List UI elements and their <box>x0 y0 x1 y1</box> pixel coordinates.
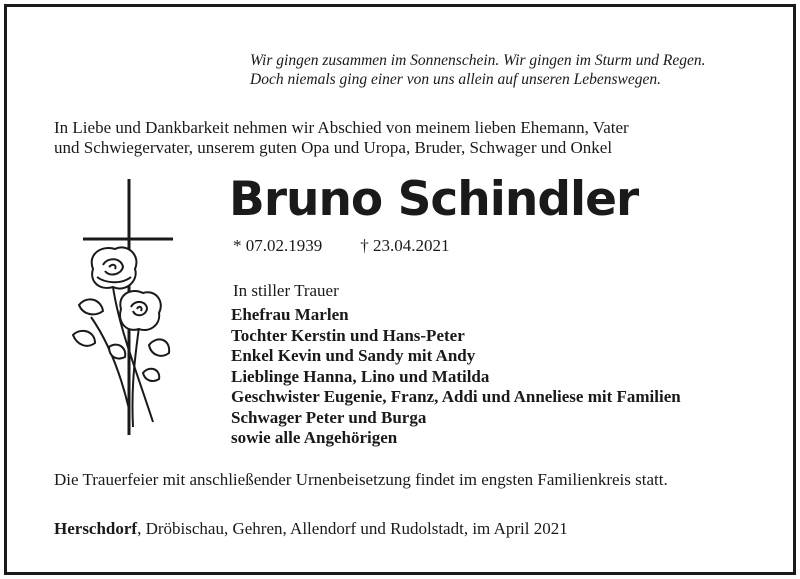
mourning-heading: In stiller Trauer <box>233 281 339 300</box>
places-rest: , Dröbischau, Gehren, Allendorf und Rudolstadt, im April 2021 <box>137 519 568 538</box>
life-dates <box>233 236 450 256</box>
family-list <box>231 305 681 449</box>
motto-verse <box>250 51 790 89</box>
family-entry: Ehefrau Marlen <box>231 305 349 324</box>
obituary-frame <box>4 4 796 575</box>
intro-line-2: und Schwiegervater, unserem guten Opa und Uropa, Bruder, Schwager und Onkel <box>54 138 613 157</box>
intro-line-1: In Liebe und Dankbarkeit nehmen wir Abschied von meinem lieben Ehemann, Vater <box>54 118 629 137</box>
cross-with-roses-icon <box>69 177 179 437</box>
places-line <box>54 519 568 539</box>
motto-line-1: Wir gingen zusammen im Sonnenschein. Wir gingen im Sturm und Regen. <box>250 52 706 69</box>
family-entry: sowie alle Angehörigen <box>231 428 398 447</box>
intro-text <box>54 118 774 158</box>
death-date: † 23.04.2021 <box>360 236 450 255</box>
deceased-name: Bruno Schindler <box>229 172 639 227</box>
places-main: Herschdorf <box>54 519 138 538</box>
birth-date: * 07.02.1939 <box>233 236 323 255</box>
family-entry: Geschwister Eugenie, Franz, Addi und Anneliese mit Familien <box>231 387 681 406</box>
family-entry: Enkel Kevin und Sandy mit Andy <box>231 346 476 365</box>
family-entry: Schwager Peter und Burga <box>231 407 427 427</box>
family-entry: Lieblinge Hanna, Lino und Matilda <box>231 366 490 386</box>
service-note: Die Trauerfeier mit anschließender Urnenbeisetzung findet im engsten Familienkreis statt. <box>54 470 668 489</box>
family-entry: Tochter Kerstin und Hans-Peter <box>231 325 465 345</box>
motto-line-2: Doch niemals ging einer von uns allein auf unseren Lebenswegen. <box>250 71 661 88</box>
